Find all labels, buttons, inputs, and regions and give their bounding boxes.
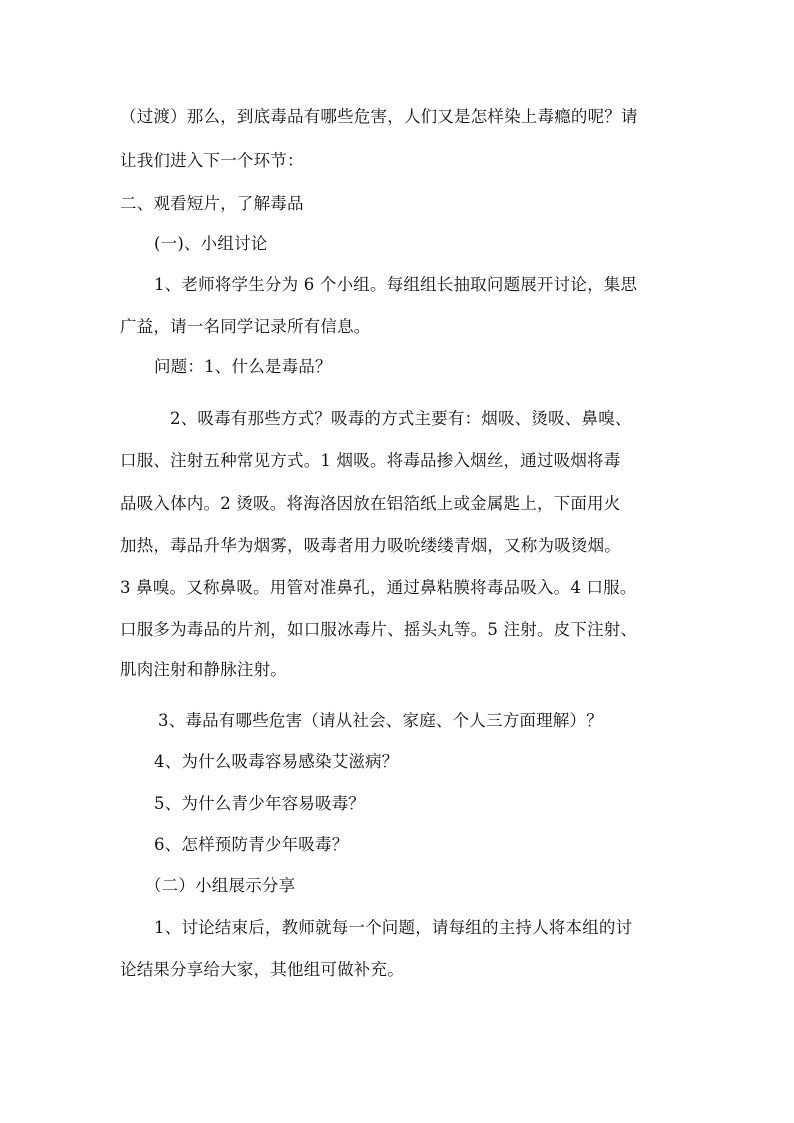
question-item: 2、吸毒有那些方式？吸毒的方式主要有：烟吸、烫吸、鼻嗅、 xyxy=(170,409,632,428)
text-line: 口服、注射五种常见方式。1 烟吸。将毒品掺入烟丝，通过吸烟将毒 xyxy=(120,451,621,470)
text-line: 广益，请一名同学记录所有信息。 xyxy=(120,317,371,336)
subsection-heading: （二）小组展示分享 xyxy=(145,876,296,895)
text-line: 论结果分享给大家，其他组可做补充。 xyxy=(120,960,404,979)
section-heading: 二、观看短片，了解毒品 xyxy=(120,194,304,213)
question-item: 4、为什么吸毒容易感染艾滋病？ xyxy=(154,752,399,771)
question-item: 3、毒品有哪些危害（请从社会、家庭、个人三方面理解）？ xyxy=(158,711,603,730)
text-line: 肌肉注射和静脉注射。 xyxy=(120,660,287,679)
text-line: 品吸入体内。2 烫吸。将海洛因放在铝箔纸上或金属匙上，下面用火 xyxy=(120,494,621,513)
text-line: 1、老师将学生分为 6 个小组。每组组长抽取问题展开讨论，集思 xyxy=(154,275,638,294)
text-line: 让我们进入下一个环节： xyxy=(120,151,304,170)
text-line: （过渡）那么，到底毒品有哪些危害，人们又是怎样染上毒瘾的呢？请 xyxy=(120,107,638,126)
question-item: 问题：1、什么是毒品？ xyxy=(154,357,332,376)
text-line: 3 鼻嗅。又称鼻吸。用管对准鼻孔，通过鼻粘膜将毒品吸入。4 口服。 xyxy=(120,578,637,597)
question-item: 6、怎样预防青少年吸毒？ xyxy=(154,835,349,854)
text-line: 口服多为毒品的片剂，如口服冰毒片、摇头丸等。5 注射。皮下注射、 xyxy=(120,620,638,639)
text-line: 1、讨论结束后，教师就每一个问题，请每组的主持人将本组的讨 xyxy=(154,918,633,937)
text-line: 加热，毒品升华为烟雾，吸毒者用力吸吮缕缕青烟，又称为吸烫烟。 xyxy=(120,536,621,555)
question-item: 5、为什么青少年容易吸毒？ xyxy=(154,794,366,813)
subsection-heading: (一)、小组讨论 xyxy=(154,234,268,253)
